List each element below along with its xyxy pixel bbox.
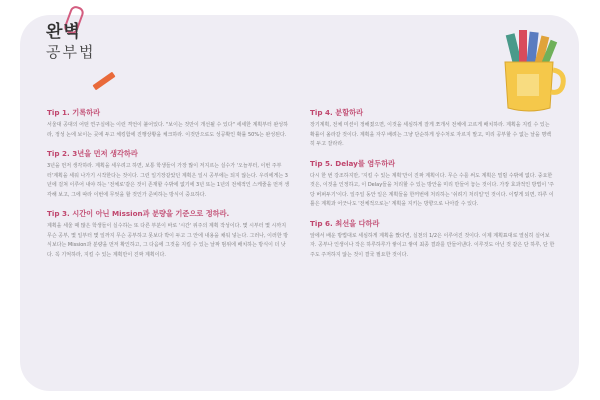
tip-3 [47, 209, 292, 260]
title-line-2: 공부법 [46, 43, 96, 61]
tip-2 [47, 149, 292, 200]
tip-title: Tip 5. Delay를 염두하라 [310, 158, 396, 168]
tip-body: 서울대 공대의 어떤 연구실에는 이런 격언이 붙어있다. "보이는 것만이 개선될 수 있다" 세세한 계획부터 완성하라, 정성 논에 보이는 곳에 두고 체킹함에 진행상황을 체크하라. 이것만으로도 성공확인 확률 50%는 완성된다. [47, 122, 288, 138]
page-title [46, 22, 98, 72]
tip-body: 계획을 세울 때 많은 학생들이 실수하는 또 다른 부분이 바로 '시간' 위주의 계획 작성이다. 몇 시부터 몇 시까지 무슨 공부, 몇 일부터 몇 일까지 무슨 공부하고 못보다 박이 두고 그 안에 내용을 채워 넣는다. 그러나, 이러한 방식보다는 Mission과 분량을 먼저 확인하고, 그 다음에 그것을 지킬 수 있는 날짜 범위에 배치하는 방식이 더 낫다. 꼭 기억하라, 지킬 수 있는 계획만이 진짜 계획이다. [47, 223, 289, 258]
tips-column-right [310, 108, 555, 269]
mug-with-books-illustration [497, 28, 567, 116]
tip-5 [310, 159, 555, 210]
tip-body: 3년을 먼저 생각하라. 계획을 세우려고 하면, 보통 학생들이 가장 많이 저지르는 실수가 '오늘부터, 이번 주부터'계획을 세워 나가기 시작한다는 것이다. 그런 일기장같았던 계획은 일시 공부에는 되지 않는다. 우리에게는 3년에 걸쳐 이루어 내야 하는 '전체로'같은 것이 존재할 수밖에 없기에 3년 또는 1년의 전체적인 스케줄을 먼저 생각해 보고, 그에 따라 이번에 무엇을 할 것인가 준비하는 방식이 중요하다. [47, 163, 290, 198]
tip-title: Tip 2. 3년을 먼저 생각하라 [47, 149, 138, 158]
tip-body: 다시 한 번 강조하지만, '지킬 수 있는 계획'만이 진짜 계획이다. 무슨 수를 써도 계획은 밀릴 수밖에 없다. 중요한 것은, 이것을 인정하고, 이 Delay들을 처리할 수 있는 방안을 미리 만들어 놓는 것이다. 가장 효과적인 방법이 '주당 버퍼두기'이다. 일주일 동안 일은 계획들을 한꺼번에 처리하는 '쉬려기 처리일'인 것이다. 이렇게 되면, 하루 이틀은 계획과 어긋나도 '전체적으로는' 계획을 지키는 방향으로 나아갈 수 있다. [310, 172, 554, 207]
tip-body: 앞에서 배운 방법대로 세심하게 계획을 짰다면, 실천의 1/2은 이루어진 것이다. 이제 계획표대로 열심히 실어보자. 공부나 인생이나 작은 하루하루가 쌓이고 쌓여 최종 결과를 만들어낸다. 이루것도 아닌 것 같은 단 하루, 단 한 주도 주저하지 않는 것이 결국 필요한 것이다. [310, 232, 555, 258]
tip-body: 장기계획, 전체 미션이 정해졌으면, 이것을 세심하게 잘게 쪼개서 전체에 고르게 배치하라. 계획을 지킬 수 있는 확률이 올라갈 것이다. 계획을 자꾸 배려는 그냥 단순하게 상수처로 자르지 말고, 미리 공부할 수 없는 날을 명백히 두고 잘라라. [310, 122, 552, 147]
tip-title: Tip 6. 최선을 다하라 [310, 218, 380, 228]
tips-column-left [47, 108, 292, 269]
tip-1 [47, 108, 292, 140]
title-line-1: 완벽 [46, 22, 81, 42]
tip-title: Tip 3. 시간이 아닌 Mission과 분량을 기준으로 정하라. [47, 209, 230, 218]
tip-title: Tip 4. 분할하라 [310, 108, 364, 117]
tip-6 [310, 219, 555, 261]
tip-4 [310, 108, 555, 150]
tip-title: Tip 1. 기록하라 [47, 108, 101, 117]
